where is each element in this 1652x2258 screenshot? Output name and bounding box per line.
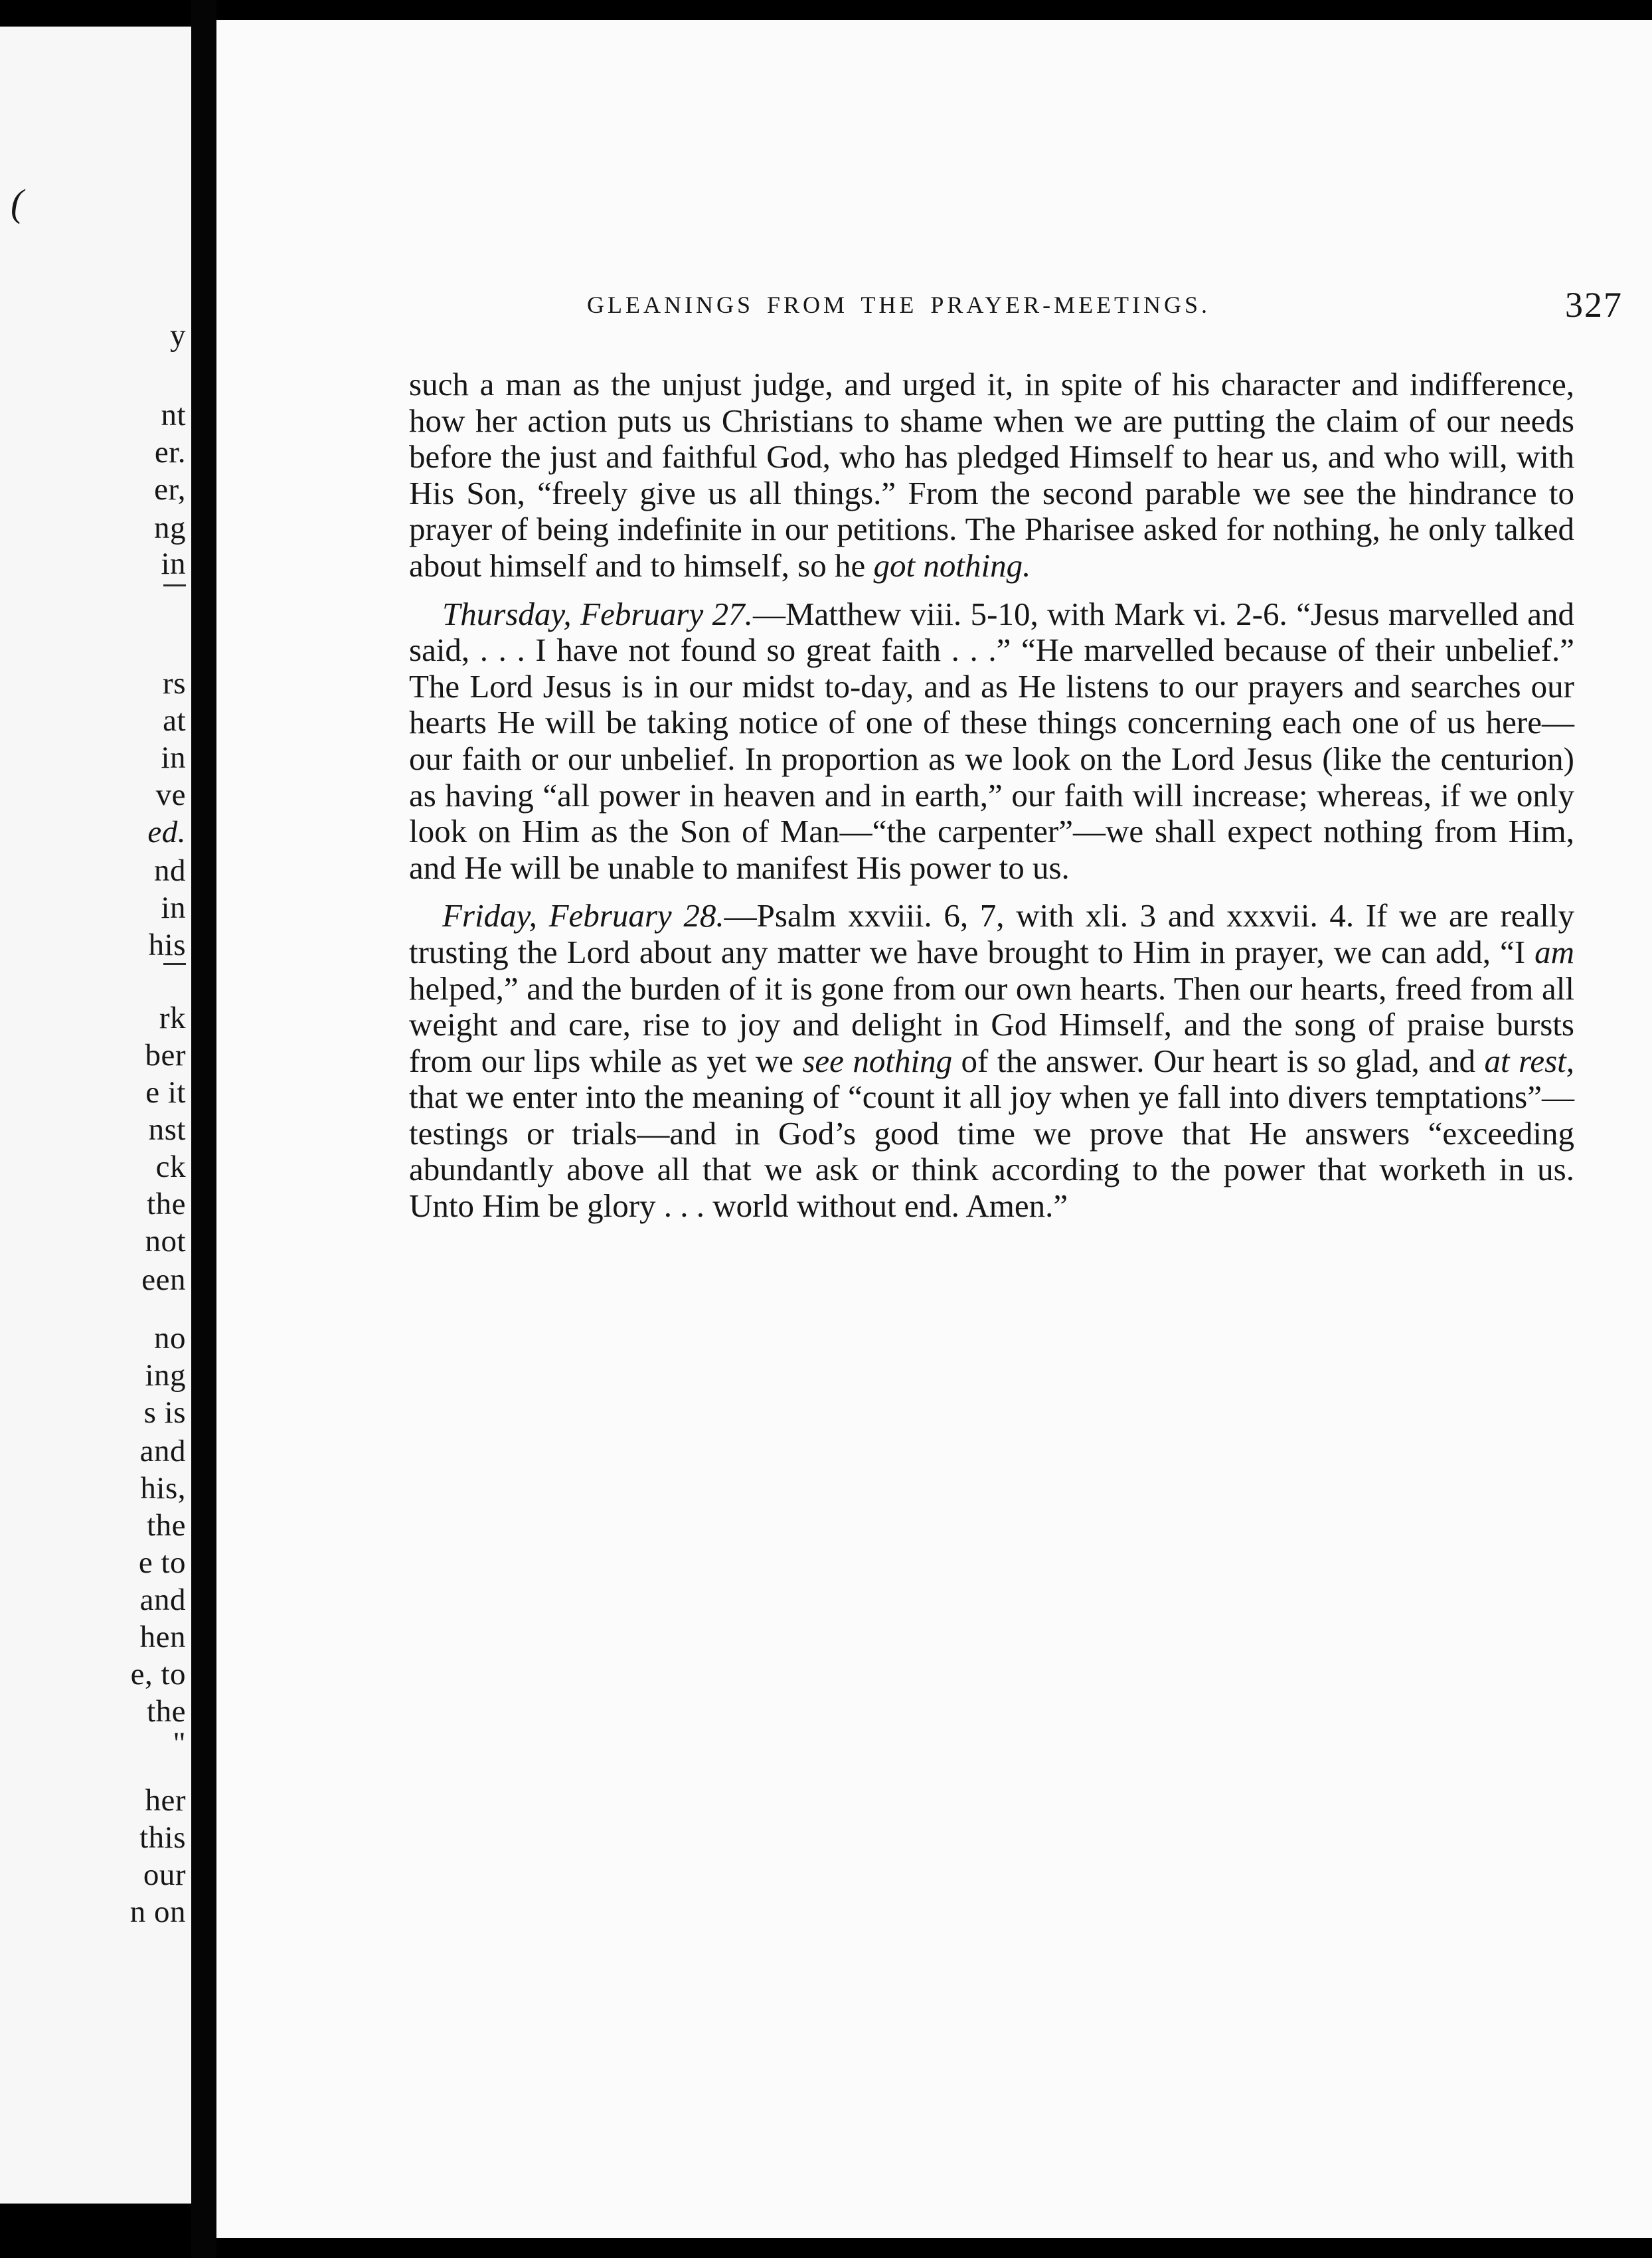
left-page-fragment: e to [138,1545,186,1580]
left-page-fragment: not [145,1224,186,1259]
left-page-rule [163,584,186,586]
left-page-fragment: ng [154,511,186,545]
left-page-fragment: this [139,1820,186,1855]
emphasis-text: am [1534,933,1574,970]
running-header [587,285,1623,325]
left-page-fragment: e, to [130,1657,186,1692]
left-page-fragment: ve [155,778,186,812]
body-text [409,367,1574,1237]
left-page-fragment: nt [161,398,186,432]
left-page-fragment: y [170,318,186,353]
left-page-fragment: ing [145,1358,186,1393]
entry-date: Thursday, February 27. [442,595,753,632]
left-page-fragment: rk [159,1001,186,1035]
entry-text: that we enter into the meaning of “count it all joy when ye fall into divers temptations”—testings or trials—and in God’s good time we prove that He answers “exceeding abundantly above all that we ask or think according to the power that worketh in us. Unto Him be glory . . . world without end. Amen.” [409,1079,1574,1225]
left-page-fragment: no [154,1321,186,1355]
emphasis-text: at rest, [1484,1042,1574,1079]
page-number: 327 [1565,285,1623,325]
left-page-fragment: nd [154,853,186,888]
left-page-fragment: the [147,1694,186,1729]
left-page-fragment: n on [129,1895,186,1929]
entry-thursday [409,596,1574,887]
left-page-fragment: s is [143,1395,186,1430]
emphasis-text: see nothing [802,1042,953,1079]
entry-text: —Psalm xxviii. 6, 7, with xli. 3 and xxxvii. 4. If we are really trusting the Lord about any matter we have brought to Him in prayer, we can add, “I [409,897,1574,970]
left-page-fragment: our [143,1858,186,1892]
left-page-fragment: rs [163,666,186,701]
left-page-fragment: and [139,1434,186,1468]
left-page-fragment: her [145,1783,186,1818]
left-page-fragment: at [163,703,186,738]
entry-text: helped,” and the burden of it is gone from our own hearts. Then our hearts, freed from all weight and care, rise to joy and delight in God Himself, and the song of praise bursts from our lips while as yet we [409,970,1574,1079]
right-page [216,20,1652,2238]
left-page-fragment: e it [145,1075,186,1110]
left-page-fragment: nst [148,1112,186,1147]
left-page-fragment: ber [145,1038,186,1073]
left-page-fragment: hen [139,1620,186,1654]
left-page-fragment: ed. [147,815,186,849]
entry-text: —Matthew viii. 5-10, with Mark vi. 2-6. “Jesus marvelled and said, . . . I have not found so great faith . . .” “He marvelled because of their unbelief.” The Lord Jesus is in our midst to-day, and as He listens to our prayers and searches our hearts He will be taking notice of one of these things concerning each one of us here—our faith or our unbelief. In proportion as we look on the Lord Jesus (like the centurion) as having “all power in heaven and in earth,” our faith will increase; whereas, if we only look on Him as the Son of Man—“the carpenter”—we shall expect nothing from Him, and He will be unable to manifest His power to us. [409,595,1575,886]
running-title: GLEANINGS FROM THE PRAYER-MEETINGS. [587,292,1211,318]
entry-date: Friday, February 28. [442,897,724,934]
left-page-fragment: and [139,1583,186,1617]
left-page-fragment: his [148,928,186,962]
left-page-fragment: in [161,547,186,581]
left-page-fragment: his, [140,1471,186,1506]
left-page-rule [163,963,186,965]
left-page-edge [0,27,191,2204]
entry-friday [409,898,1574,1224]
left-page-fragment: ck [155,1150,186,1184]
left-page-fragment: in [161,740,186,775]
left-page-fragment: the [147,1187,186,1221]
paragraph-continuation [409,367,1574,584]
left-page-fragment: the [147,1508,186,1543]
left-page-fragment: er. [154,435,186,470]
entry-text: of the answer. Our heart is so glad, and [952,1042,1485,1079]
emphasis-text: got nothing. [873,547,1031,584]
left-page-fragment: in [161,891,186,925]
paragraph-text: such a man as the unjust judge, and urged it, in spite of his character and indifference, how her action puts us Christians to shame when we are putting the claim of our needs before the just and faithful God, who has pledged Himself to hear us, and who will, with His Son, “freely give us all things.” From the second parable we see the hindrance to prayer of being indefinite in our petitions. The Pharisee asked for nothing, he only talked about himself and to himself, so he [409,366,1574,584]
left-page-fragment: een [141,1262,186,1297]
left-page-fragment: " [173,1726,186,1761]
left-page-fragment: er, [154,472,186,507]
book-gutter [191,0,216,2258]
left-page-mark: ( [11,181,24,224]
